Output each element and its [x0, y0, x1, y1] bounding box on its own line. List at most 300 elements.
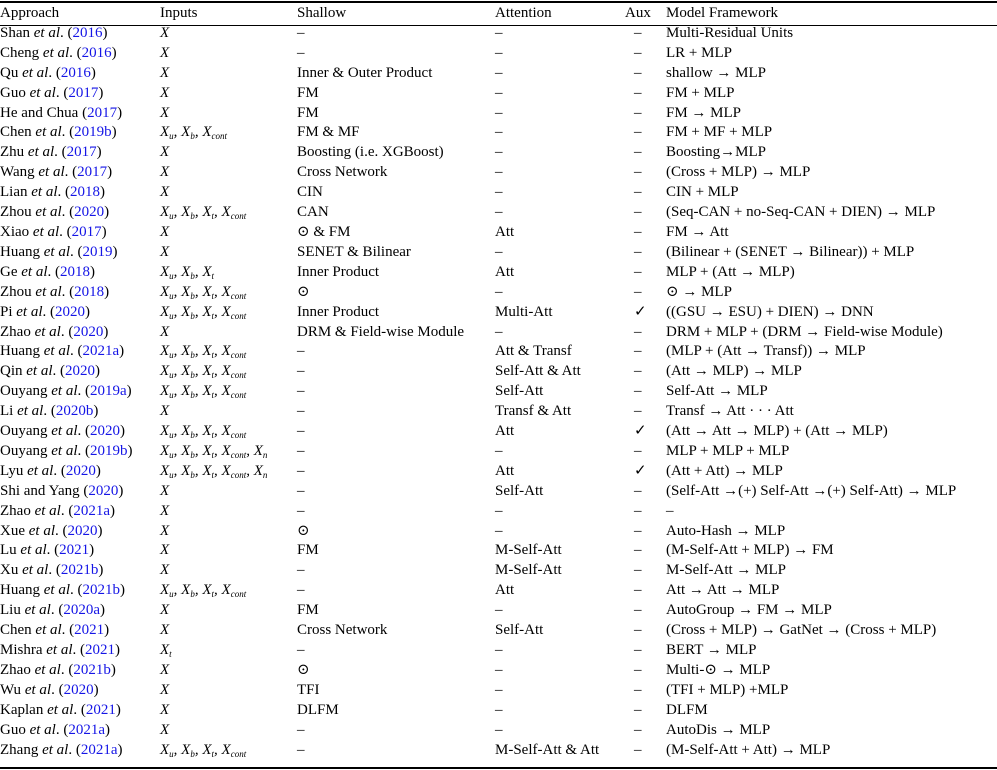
shallow-cell: –: [297, 562, 305, 579]
et-al: et al.: [20, 542, 55, 559]
input-variable: X: [160, 482, 170, 499]
table-row: [0, 283, 997, 303]
input-subscript: b: [190, 310, 195, 321]
input-variable: X: [221, 363, 231, 380]
input-variable: X: [181, 383, 191, 400]
input-subscript: b: [190, 211, 195, 222]
aux-cell: –: [634, 363, 642, 380]
input-variable: X: [160, 283, 170, 300]
col-header-attention: Attention: [495, 5, 552, 21]
input-subscript: n: [262, 469, 268, 480]
et-al: et al.: [42, 741, 76, 758]
et-al: et al.: [38, 164, 73, 181]
input-variable: X: [160, 124, 170, 141]
citation-year-link[interactable]: 2020a: [63, 602, 101, 619]
input-variable: X: [221, 462, 231, 479]
author-name: Zhou: [0, 204, 36, 221]
aux-cell: –: [634, 602, 642, 619]
attention-cell: Self-Att: [495, 622, 544, 639]
input-variable: X: [221, 383, 231, 400]
attention-cell: Att: [495, 423, 515, 440]
bottom-rule: [0, 767, 997, 769]
shallow-cell: ⊙: [297, 661, 310, 678]
shallow-cell: ⊙: [297, 283, 310, 300]
input-subscript: t: [211, 589, 215, 600]
shallow-cell: FM: [297, 84, 319, 101]
citation-year-link[interactable]: 2016: [81, 44, 112, 61]
input-variable: X: [181, 343, 191, 360]
input-subscript: b: [190, 449, 195, 460]
attention-cell: –: [495, 661, 503, 678]
approach-cell: Lyu et al. (2020): [0, 462, 101, 479]
shallow-cell: DRM & Field-wise Module: [297, 323, 465, 340]
attention-cell: –: [495, 24, 503, 41]
citation-year-link[interactable]: 2020: [67, 522, 98, 539]
aux-cell: –: [634, 64, 642, 81]
citation-year-link[interactable]: 2020: [90, 423, 120, 440]
attention-cell: M-Self-Att: [495, 542, 562, 559]
input-subscript: t: [211, 370, 215, 381]
attention-cell: M-Self-Att: [495, 562, 562, 579]
inputs-cell: [160, 721, 297, 741]
framework-cell: shallow → MLP: [666, 64, 767, 81]
citation-year-link[interactable]: 2017: [68, 84, 99, 101]
attention-cell: Att & Transf: [495, 343, 572, 360]
input-subscript: b: [190, 748, 195, 759]
attention-cell: –: [495, 602, 503, 619]
table-row: [0, 442, 997, 462]
citation-year-link[interactable]: 2020: [55, 303, 86, 320]
input-variable: X: [160, 721, 170, 738]
col-header-aux: Aux: [625, 5, 651, 21]
inputs-cell: $X_u$, $X_b$, $X_t$, $X_{cont}$: [160, 423, 247, 441]
aux-cell: –: [634, 343, 642, 360]
framework-cell: (Att → MLP) → MLP: [666, 363, 802, 380]
et-al: et al.: [35, 622, 70, 639]
attention-cell: –: [495, 283, 503, 300]
author-name: Mishra: [0, 642, 47, 658]
input-subscript: cont: [230, 290, 247, 301]
citation-year-link[interactable]: 2018: [70, 184, 100, 201]
shallow-cell: –: [297, 502, 305, 519]
author-name: Chen: [0, 124, 36, 141]
approach-cell: Wu et al. (2020): [0, 681, 99, 698]
attention-cell: –: [495, 323, 503, 340]
input-variable: X: [181, 204, 191, 221]
framework-cell: DLFM: [666, 701, 708, 718]
approach-cell: Qin et al. (2020): [0, 363, 100, 380]
col-header-shallow: Shallow: [297, 5, 347, 21]
inputs-cell: [160, 701, 297, 721]
attention-cell: –: [495, 164, 503, 181]
citation-year-link[interactable]: 2016: [60, 64, 91, 81]
inputs-cell: $X_u$, $X_b$, $X_t$, $X_{cont}$, $X_n$: [160, 442, 268, 460]
shallow-cell: –: [297, 442, 305, 459]
framework-cell: Transf → Att · · · Att: [666, 403, 794, 420]
input-variable: X: [202, 204, 212, 221]
inputs-cell: $X_u$, $X_b$, $X_t$, $X_{cont}$: [160, 204, 247, 222]
inputs-cell: [160, 641, 297, 661]
framework-cell: ⊙ → MLP: [666, 283, 732, 300]
input-subscript: t: [211, 310, 215, 321]
input-variable: X: [160, 423, 170, 440]
aux-cell: –: [634, 661, 642, 678]
citation-year-link[interactable]: 2018: [74, 283, 105, 300]
approach-cell: He and Chua (2017): [0, 104, 123, 121]
approach-cell: Ouyang et al. (2019a): [0, 383, 132, 400]
inputs-cell: $X_u$, $X_b$, $X_t$, $X_{cont}$: [160, 741, 247, 759]
author-name: Lu: [0, 542, 21, 559]
attention-cell: –: [495, 442, 503, 459]
citation-year-link[interactable]: 2021b: [82, 582, 120, 599]
citation-year-link[interactable]: 2020: [88, 482, 119, 499]
table-row: [0, 621, 997, 641]
author-name: Xiao: [0, 223, 33, 240]
author-name: Chen: [0, 622, 36, 639]
table-row: [0, 243, 997, 263]
citation-year-link[interactable]: 2021a: [68, 721, 106, 738]
citation-year-link[interactable]: 2021b: [73, 661, 111, 678]
input-variable: X: [181, 283, 191, 300]
table-row: [0, 223, 997, 243]
shallow-cell: –: [297, 403, 305, 420]
attention-cell: M-Self-Att & Att: [495, 741, 600, 758]
aux-cell: –: [634, 204, 642, 221]
author-name: Lian: [0, 184, 32, 201]
citation-year-link[interactable]: 2021a: [82, 343, 120, 360]
author-name: Zhou: [0, 283, 36, 300]
shallow-cell: –: [297, 423, 305, 440]
approach-cell: Xiao et al. (2017): [0, 223, 107, 240]
input-subscript: u: [169, 290, 174, 301]
input-variable: X: [160, 104, 170, 121]
et-al: et al.: [43, 243, 78, 260]
input-subscript: u: [169, 310, 174, 321]
input-subscript: t: [211, 469, 215, 480]
shallow-cell: ⊙: [297, 522, 310, 539]
inputs-cell: $X_u$, $X_b$, $X_t$, $X_{cont}$: [160, 303, 247, 321]
citation-year-link[interactable]: 2021a: [80, 741, 118, 758]
approach-comparison-table: [0, 4, 997, 760]
inputs-cell: [160, 84, 297, 104]
inputs-cell: [160, 143, 297, 163]
input-variable: X: [160, 562, 170, 579]
input-variable: X: [160, 622, 170, 639]
approach-cell: Ge et al. (2018): [0, 263, 95, 280]
approach-cell: Zhang et al. (2021a): [0, 741, 123, 758]
input-variable: X: [202, 363, 212, 380]
citation-year-link[interactable]: 2019b: [74, 124, 112, 141]
author-name: Ouyang: [0, 423, 52, 440]
approach-cell: Mishra et al. (2021): [0, 642, 120, 658]
author-name: Huang: [0, 243, 44, 260]
et-al: et al.: [33, 24, 68, 41]
citation-year-link[interactable]: 2017: [66, 144, 97, 161]
table-row: [0, 641, 997, 661]
attention-cell: Att: [495, 462, 515, 479]
table-row: [0, 203, 997, 223]
citation-year-link[interactable]: 2020: [65, 462, 96, 479]
shallow-cell: FM: [297, 602, 319, 619]
shallow-cell: –: [297, 482, 305, 499]
input-subscript: cont: [230, 350, 247, 361]
input-subscript: b: [190, 469, 195, 480]
citation-year-link[interactable]: 2019: [82, 243, 113, 260]
citation-year-link[interactable]: 2016: [72, 24, 103, 41]
approach-cell: Xue et al. (2020): [0, 522, 103, 539]
citation-year-link[interactable]: 2020: [63, 681, 94, 698]
framework-cell: AutoGroup → FM → MLP: [666, 602, 832, 619]
approach-cell: Zhu et al. (2017): [0, 144, 102, 161]
citation-year-link[interactable]: 2021: [85, 701, 116, 718]
framework-cell: (M-Self-Att + MLP) → FM: [666, 542, 834, 559]
aux-cell: –: [634, 223, 642, 240]
framework-cell: Self-Att → MLP: [666, 383, 768, 400]
input-variable: X: [181, 462, 191, 479]
citation-year-link[interactable]: 2019b: [90, 442, 128, 459]
shallow-cell: –: [297, 462, 305, 479]
attention-cell: –: [495, 104, 503, 121]
citation-year-link[interactable]: 2020b: [55, 403, 94, 420]
citation-year-link[interactable]: 2018: [60, 263, 90, 280]
inputs-cell: [160, 402, 297, 422]
input-variable: X: [160, 642, 170, 658]
input-subscript: n: [262, 449, 268, 460]
et-al: et al.: [46, 642, 80, 658]
inputs-cell: [160, 223, 297, 243]
approach-cell: Huang et al. (2021b): [0, 582, 125, 599]
author-name: Qu: [0, 64, 23, 81]
inputs-cell: [160, 44, 297, 64]
author-name: Xu: [0, 562, 23, 579]
citation-year-link[interactable]: 2019a: [90, 383, 127, 400]
approach-cell: Wang et al. (2017): [0, 164, 113, 181]
aux-cell: –: [634, 323, 642, 340]
aux-cell: –: [634, 542, 642, 559]
input-variable: X: [160, 661, 170, 678]
inputs-cell: [160, 522, 297, 542]
framework-cell: M-Self-Att → MLP: [666, 562, 786, 579]
approach-cell: Li et al. (2020b): [0, 403, 99, 420]
approach-cell: Guo et al. (2021a): [0, 721, 111, 738]
table-row: [0, 104, 997, 124]
author-name: Xue: [0, 522, 29, 539]
input-variable: X: [160, 741, 170, 758]
input-subscript: u: [169, 131, 174, 142]
framework-cell: (Cross + MLP) → MLP: [666, 164, 811, 181]
table-row: [0, 502, 997, 522]
et-al: et al.: [51, 383, 85, 400]
input-variable: X: [181, 263, 191, 280]
input-subscript: b: [190, 270, 195, 281]
citation-year-link[interactable]: 2017: [71, 223, 102, 240]
et-al: et al.: [43, 582, 78, 599]
attention-cell: Att: [495, 223, 515, 240]
framework-cell: AutoDis → MLP: [666, 721, 771, 738]
et-al: et al.: [47, 701, 81, 718]
framework-cell: MLP + MLP + MLP: [666, 442, 790, 459]
aux-cell: –: [634, 184, 642, 201]
shallow-cell: FM & MF: [297, 124, 360, 141]
framework-cell: FM → MLP: [666, 104, 742, 121]
table-row: [0, 581, 997, 601]
aux-cell: –: [634, 642, 642, 658]
input-variable: X: [160, 363, 170, 380]
author-name: Li: [0, 403, 18, 420]
approach-cell: Zhao et al. (2021b): [0, 661, 116, 678]
author-name: Wu: [0, 681, 25, 698]
attention-cell: –: [495, 721, 503, 738]
et-al: et al.: [31, 184, 65, 201]
attention-cell: –: [495, 243, 503, 260]
shallow-cell: CAN: [297, 204, 329, 221]
header-row: [0, 4, 997, 24]
input-subscript: u: [169, 449, 174, 460]
input-subscript: cont: [230, 469, 247, 480]
input-variable: X: [202, 383, 212, 400]
approach-cell: Huang et al. (2019): [0, 243, 118, 260]
citation-year-link[interactable]: 2020: [73, 323, 104, 340]
aux-cell: –: [634, 44, 642, 61]
et-al: et al.: [27, 462, 61, 479]
approach-cell: Qu et al. (2016): [0, 64, 96, 81]
input-variable: X: [160, 243, 170, 260]
attention-cell: Att: [495, 263, 515, 280]
aux-cell: –: [634, 403, 642, 420]
approach-cell: Shi and Yang (2020): [0, 482, 124, 499]
approach-cell: Ouyang et al. (2020): [0, 423, 125, 440]
input-subscript: u: [169, 469, 174, 480]
input-variable: X: [202, 124, 212, 141]
input-subscript: u: [169, 350, 174, 361]
framework-cell: FM + MF + MLP: [666, 124, 773, 141]
et-al: et al.: [24, 681, 59, 698]
et-al: et al.: [22, 562, 56, 579]
input-variable: X: [181, 442, 191, 459]
attention-cell: –: [495, 184, 503, 201]
citation-year-link[interactable]: 2021b: [60, 562, 99, 579]
inputs-cell: $X_u$, $X_b$, $X_{cont}$: [160, 124, 228, 142]
input-variable: X: [202, 343, 212, 360]
aux-cell: –: [634, 562, 642, 579]
author-name: Zhang: [0, 741, 43, 758]
input-subscript: b: [190, 290, 195, 301]
approach-cell: Xu et al. (2021b): [0, 562, 104, 579]
framework-cell: (TFI + MLP) +MLP: [666, 681, 789, 698]
input-subscript: t: [211, 449, 215, 460]
inputs-cell: [160, 561, 297, 581]
table-row: [0, 163, 997, 183]
attention-cell: Multi-Att: [495, 303, 553, 320]
attention-cell: –: [495, 204, 503, 221]
citation-year-link[interactable]: 2020: [74, 204, 105, 221]
aux-cell: –: [634, 283, 642, 300]
input-subscript: u: [169, 270, 174, 281]
framework-cell: Multi-⊙ → MLP: [666, 661, 771, 678]
shallow-cell: –: [297, 343, 305, 360]
aux-cell: –: [634, 164, 642, 181]
framework-cell: (Att → Att → MLP) + (Att → MLP): [666, 423, 888, 440]
input-subscript: t: [211, 290, 215, 301]
shallow-cell: Cross Network: [297, 622, 388, 639]
input-variable: X: [202, 442, 212, 459]
input-variable: X: [160, 502, 170, 519]
input-variable: X: [221, 442, 231, 459]
author-name: Zhao: [0, 502, 35, 519]
aux-cell: –: [634, 681, 642, 698]
author-name: Lyu: [0, 462, 28, 479]
citation-year-link[interactable]: 2021: [85, 642, 115, 658]
shallow-cell: Inner Product: [297, 263, 380, 280]
framework-cell: LR + MLP: [666, 44, 732, 61]
input-variable: X: [181, 741, 191, 758]
citation-year-link[interactable]: 2017: [77, 164, 108, 181]
attention-cell: –: [495, 84, 503, 101]
citation-year-link[interactable]: 2021: [59, 542, 90, 559]
input-subscript: t: [211, 748, 215, 759]
inputs-cell: [160, 601, 297, 621]
author-name: Huang: [0, 582, 44, 599]
table-row: [0, 661, 997, 681]
table-row: [0, 84, 997, 104]
input-variable: X: [160, 323, 170, 340]
et-al: et al.: [34, 323, 69, 340]
author-name: Ge: [0, 263, 22, 280]
citation-year-link[interactable]: 2017: [87, 104, 118, 121]
inputs-cell: [160, 502, 297, 522]
col-header-inputs: Inputs: [160, 5, 198, 21]
shallow-cell: Boosting (i.e. XGBoost): [297, 144, 444, 161]
aux-cell: ✓: [634, 462, 647, 479]
input-subscript: b: [190, 370, 195, 381]
citation-year-link[interactable]: 2020: [65, 363, 95, 380]
input-variable: X: [160, 64, 170, 81]
inputs-cell: [160, 661, 297, 681]
shallow-cell: DLFM: [297, 701, 339, 718]
inputs-cell: $X_u$, $X_b$, $X_t$, $X_{cont}$: [160, 343, 247, 361]
framework-cell: (Self-Att →(+) Self-Att →(+) Self-Att) → MLP: [666, 482, 957, 499]
inputs-cell: $X_u$, $X_b$, $X_t$, $X_{cont}$, $X_n$: [160, 462, 268, 480]
framework-cell: Att → Att → MLP: [666, 582, 780, 599]
citation-year-link[interactable]: 2021a: [73, 502, 110, 519]
approach-cell: Guo et al. (2017): [0, 84, 104, 101]
input-variable: X: [181, 303, 191, 320]
author-name: Guo: [0, 721, 30, 738]
approach-cell: Lian et al. (2018): [0, 184, 105, 201]
inputs-cell: $X_u$, $X_b$, $X_t$: [160, 263, 215, 281]
input-subscript: t: [211, 350, 215, 361]
input-subscript: cont: [230, 589, 247, 600]
input-variable: X: [160, 542, 170, 559]
input-subscript: u: [169, 748, 174, 759]
input-variable: X: [221, 423, 231, 440]
citation-year-link[interactable]: 2021: [74, 622, 105, 639]
framework-cell: DRM + MLP + (DRM → Field-wise Module): [666, 323, 943, 340]
input-subscript: t: [211, 390, 215, 401]
et-al: et al.: [29, 84, 64, 101]
input-variable: X: [160, 263, 170, 280]
input-variable: X: [160, 442, 170, 459]
input-variable: X: [253, 462, 263, 479]
approach-cell: Zhou et al. (2018): [0, 283, 110, 300]
shallow-cell: CIN: [297, 184, 323, 201]
framework-cell: (Cross + MLP) → GatNet → (Cross + MLP): [666, 622, 937, 639]
attention-cell: Self-Att & Att: [495, 363, 581, 380]
input-subscript: b: [190, 589, 195, 600]
et-al: et al.: [35, 283, 70, 300]
framework-cell: (Seq-CAN + no-Seq-CAN + DIEN) → MLP: [666, 204, 936, 221]
aux-cell: –: [634, 104, 642, 121]
